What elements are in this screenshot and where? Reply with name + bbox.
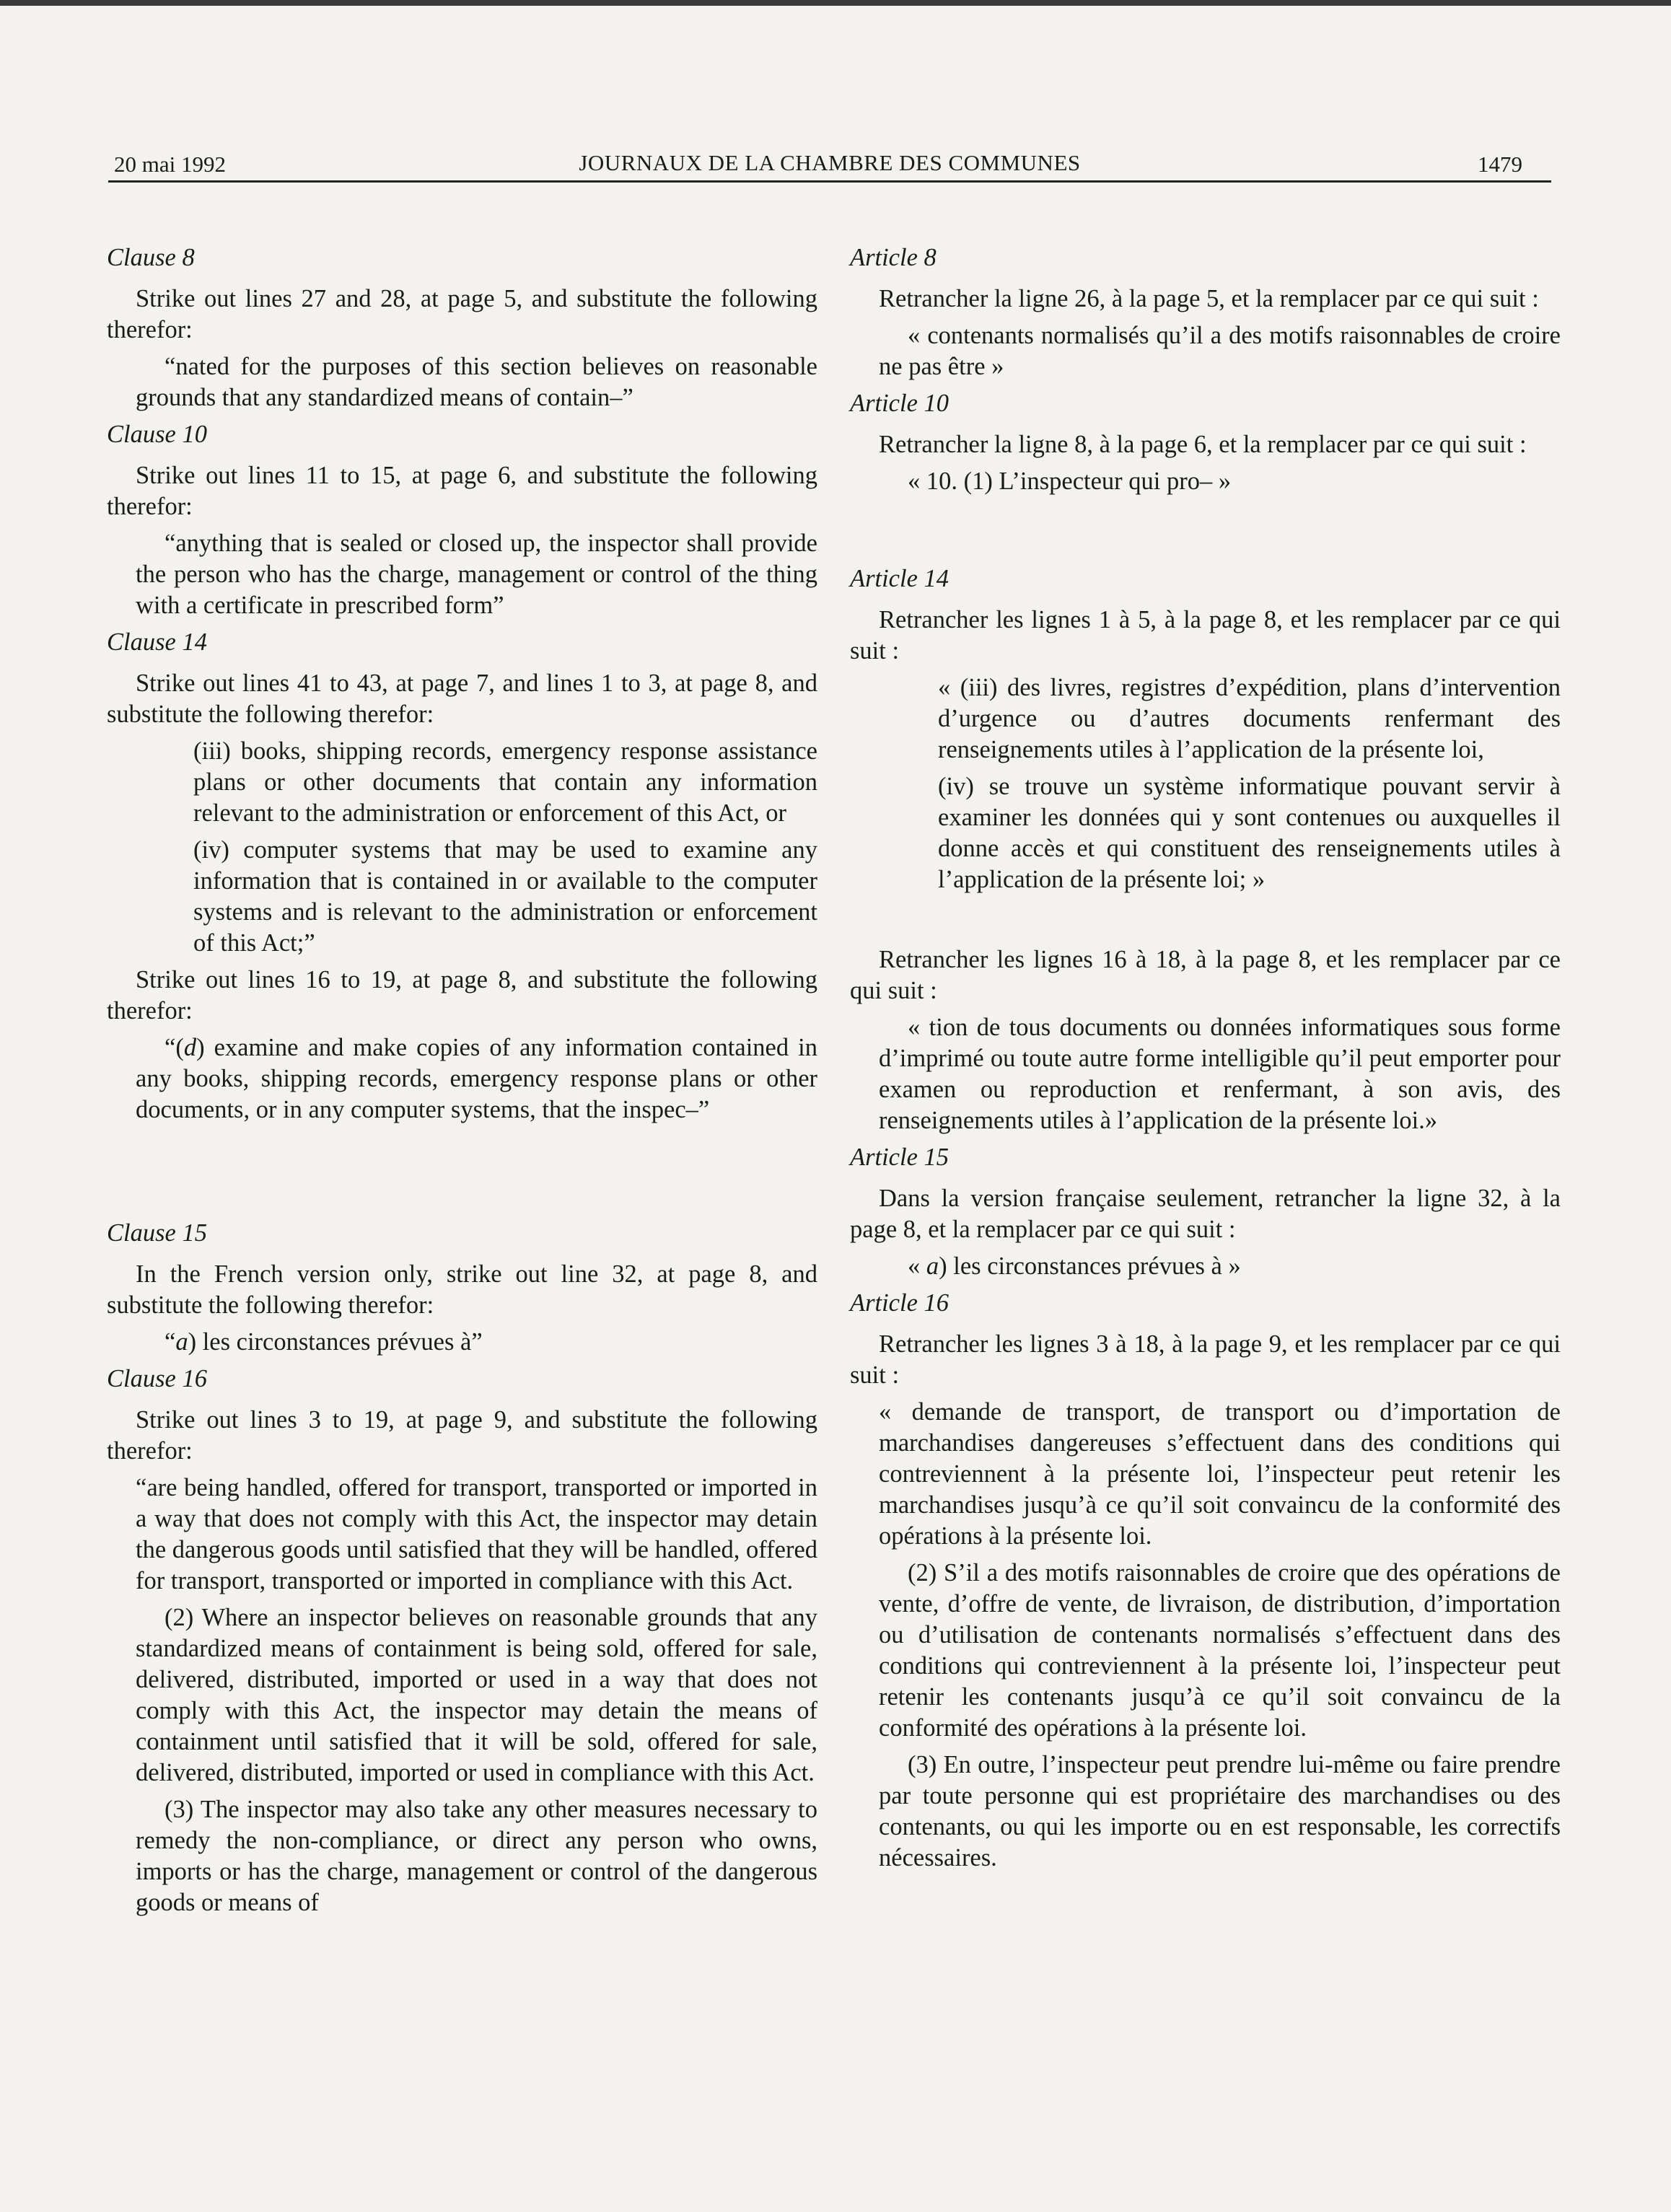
clause-14-quote-2-letter: d xyxy=(183,1034,197,1061)
clause-14-quote-2-rest: ) examine and make copies of any information contained in any books, shipping records, emergency response plans or other documents, or in any computer systems, that the inspec–” xyxy=(136,1034,817,1123)
article-16 xyxy=(850,1288,1561,1874)
english-column xyxy=(107,242,817,2118)
clause-8-title: Clause 8 xyxy=(107,244,195,271)
article-8 xyxy=(850,242,1561,382)
clause-16-instruction: Strike out lines 3 to 19, at page 9, and substitute the following therefor: xyxy=(107,1406,817,1465)
article-15-instruction: Dans la version française seulement, retrancher la ligne 32, à la page 8, et la remplacer par ce qui suit : xyxy=(850,1185,1561,1243)
article-8-quote: « contenants normalisés qu’il a des motifs raisonnables de croire ne pas être » xyxy=(879,322,1561,380)
header-page-number: 1479 xyxy=(1478,152,1522,177)
article-10 xyxy=(850,388,1561,497)
article-15-quote-rest: ) les circonstances prévues à » xyxy=(939,1252,1241,1280)
clause-10 xyxy=(107,419,817,621)
clause-14 xyxy=(107,627,817,1125)
article-8-instruction: Retrancher la ligne 26, à la page 5, et la remplacer par ce qui suit : xyxy=(879,285,1539,312)
article-16-para-1: « demande de transport, de transport ou d’importation de marchandises dangereuses s’effectuent dans des conditions qui contreviennent à la présente loi, l’inspecteur peut retenir les marchandises jusqu’à ce qu’il soit convaincu de la conformité des opérations à la présente loi. xyxy=(879,1398,1561,1550)
header-journal-title: JOURNAUX DE LA CHAMBRE DES COMMUNES xyxy=(579,150,1081,175)
article-10-quote: « 10. (1) L’inspecteur qui pro– » xyxy=(908,468,1232,495)
article-16-title: Article 16 xyxy=(850,1289,949,1317)
article-16-para-2: (2) S’il a des motifs raisonnables de croire que des opérations de vente, d’offre de vente, de livraison, de distribution, d’importation ou d’utilisation de contenants normalisés s’effectuent dans des conditions qui contreviennent à la présente loi, l’inspecteur peut retenir les contenants jusqu’à ce qu’il soit convaincu de la conformité des opérations à la présente loi. xyxy=(879,1559,1561,1742)
french-column xyxy=(850,242,1561,2118)
clause-14-quote-2-open: “( xyxy=(165,1034,184,1061)
clause-8-quote: “nated for the purposes of this section believes on reasonable grounds that any standardized means of contain–” xyxy=(136,353,817,411)
article-15-quote-letter: a xyxy=(926,1252,939,1280)
article-14-instruction: Retrancher les lignes 1 à 5, à la page 8, et les remplacer par ce qui suit : xyxy=(850,606,1561,664)
clause-8 xyxy=(107,242,817,413)
clause-10-instruction: Strike out lines 11 to 15, at page 6, and substitute the following therefor: xyxy=(107,462,817,520)
clause-15-quote xyxy=(136,1327,817,1358)
clause-14-instruction: Strike out lines 41 to 43, at page 7, and lines 1 to 3, at page 8, and substitute the following therefor: xyxy=(107,670,817,728)
article-14-instruction-2: Retrancher les lignes 16 à 18, à la page 8, et les remplacer par ce qui suit : xyxy=(850,946,1561,1004)
article-16-para-3: (3) En outre, l’inspecteur peut prendre lui-même ou faire prendre par toute personne qui est propriétaire des marchandises ou des contenants, ou qui les importe ou en est responsable, les correctifs nécessaires. xyxy=(879,1751,1561,1871)
article-15-quote xyxy=(879,1251,1561,1282)
clause-14-quote-2 xyxy=(136,1032,817,1125)
article-14-title: Article 14 xyxy=(850,565,949,592)
article-15-title: Article 15 xyxy=(850,1144,949,1171)
header-date: 20 mai 1992 xyxy=(114,152,226,177)
article-15 xyxy=(850,1142,1561,1282)
clause-15-quote-open: “ xyxy=(165,1328,176,1356)
clause-10-title: Clause 10 xyxy=(107,421,207,448)
scan-top-edge xyxy=(0,0,1671,6)
clause-15-quote-rest: ) les circonstances prévues à” xyxy=(188,1328,483,1356)
article-16-instruction: Retrancher les lignes 3 à 18, à la page 9, et les remplacer par ce qui suit : xyxy=(850,1330,1561,1389)
article-14 xyxy=(850,563,1561,1136)
clause-15-quote-letter: a xyxy=(175,1328,188,1356)
clause-15-title: Clause 15 xyxy=(107,1219,207,1247)
clause-16-title: Clause 16 xyxy=(107,1365,207,1392)
clause-16-para-3: (3) The inspector may also take any other measures necessary to remedy the non-compliance, or direct any person who owns, imports or has the charge, management or control of the dangerous goods or means of xyxy=(136,1796,817,1916)
clause-8-instruction: Strike out lines 27 and 28, at page 5, and substitute the following therefor: xyxy=(107,285,817,343)
clause-10-quote: “anything that is sealed or closed up, the inspector shall provide the person who has the charge, management or control of the thing with a certificate in prescribed form” xyxy=(136,530,817,619)
clause-14-item-iii: (iii) books, shipping records, emergency response assistance plans or other documents that contain any information relevant to the administration or enforcement of this Act, or xyxy=(193,737,817,827)
article-14-quote-2: « tion de tous documents ou données informatiques sous forme d’imprimé ou toute autre forme intelligible qu’il peut emporter pour examen ou reproduction et renfermant, à son avis, des renseignements utiles à l’application de la présente loi.» xyxy=(879,1014,1561,1134)
clause-14-title: Clause 14 xyxy=(107,628,207,656)
article-14-item-iii: « (iii) des livres, registres d’expédition, plans d’intervention d’urgence ou d’autres documents renfermant des renseignements utiles à l’application de la présente loi, xyxy=(938,674,1561,763)
article-10-instruction: Retrancher la ligne 8, à la page 6, et la remplacer par ce qui suit : xyxy=(879,431,1527,458)
clause-15-instruction: In the French version only, strike out line 32, at page 8, and substitute the following therefor: xyxy=(107,1260,817,1319)
clause-16 xyxy=(107,1364,817,1918)
article-15-quote-open: « xyxy=(908,1252,926,1280)
clause-16-para-2: (2) Where an inspector believes on reasonable grounds that any standardized means of containment is being sold, offered for sale, delivered, distributed, imported or used in a way that does not comply with this Act, the inspector may detain the means of containment until satisfied that it will be sold, offered for sale, delivered, distributed, imported or used in compliance with this Act. xyxy=(136,1604,817,1786)
article-10-title: Article 10 xyxy=(850,390,949,417)
article-8-title: Article 8 xyxy=(850,244,937,271)
article-14-item-iv: (iv) se trouve un système informatique pouvant servir à examiner les données qui y sont contenues ou auxquelles il donne accès et qui constituent des renseignements utiles à l’application de la présente loi; » xyxy=(938,773,1561,893)
page-header xyxy=(108,147,1551,183)
clause-15 xyxy=(107,1218,817,1358)
clause-14-instruction-2: Strike out lines 16 to 19, at page 8, and substitute the following therefor: xyxy=(107,966,817,1024)
clause-14-item-iv: (iv) computer systems that may be used to examine any information that is contained in or available to the computer systems and is relevant to the administration or enforcement of this Act;” xyxy=(193,836,817,957)
clause-16-para-1: “are being handled, offered for transport, transported or imported in a way that does not comply with this Act, the inspector may detain the dangerous goods until satisfied that they will be handled, offered for transport, transported or imported in compliance with this Act. xyxy=(136,1474,818,1594)
